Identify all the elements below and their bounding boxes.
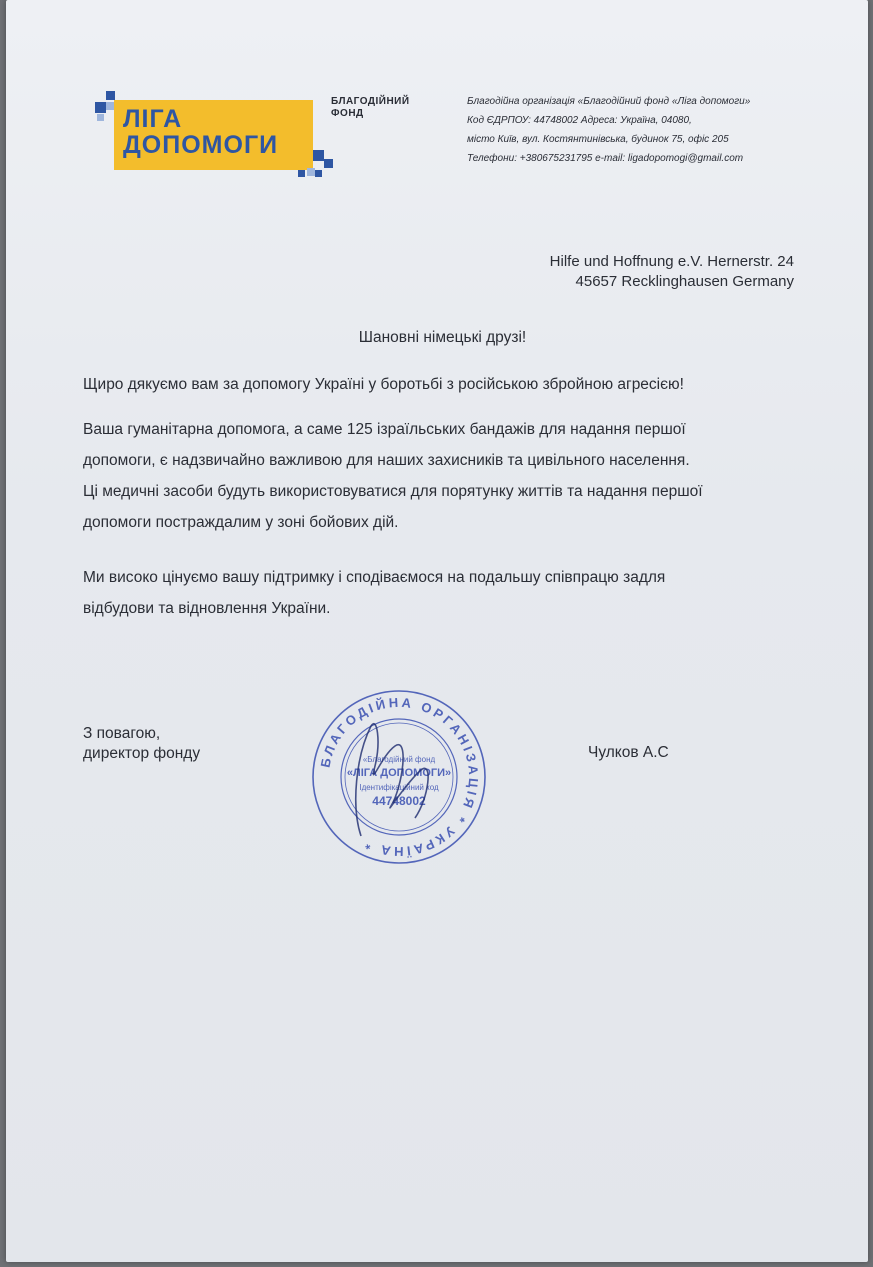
requisites-line: Телефони: +380675231795 e-mail: ligadopomogi@gmail.com (467, 153, 744, 164)
fund-label-line1: БЛАГОДІЙНИЙ (331, 96, 410, 107)
fund-logo (95, 88, 335, 182)
requisites-line: Код ЄДРПОУ: 44748002 Адреса: Україна, 04080, (467, 115, 692, 126)
letter-sheet (6, 0, 868, 1262)
logo-word-liga: ЛІГА (123, 105, 183, 133)
requisites-block (467, 92, 797, 168)
stamp-outer-text: БЛАГОДІЙНА ОРГАНІЗАЦІЯ * УКРАЇНА * (317, 694, 482, 860)
stamp-inner-line2: «ЛІГА ДОПОМОГИ» (346, 767, 452, 779)
paragraph-line: допомоги, є надзвичайно важливою для наших захисників та цивільного населення. (83, 452, 690, 469)
closing-block (83, 724, 200, 764)
fund-label (331, 96, 410, 120)
paragraph-line: Щиро дякуємо вам за допомогу Україні у боротьбі з російською збройною агресією! (83, 376, 684, 393)
greeting: Шановні німецькі друзі! (358, 329, 527, 346)
requisites-line: Благодійна організація «Благодійний фонд «Ліга допомоги» (467, 96, 751, 107)
recipient-address (550, 252, 794, 292)
signature (356, 724, 428, 836)
organization-stamp (311, 686, 487, 868)
recipient-line2: 45657 Recklinghausen Germany (575, 273, 794, 290)
paragraph-line: допомоги постраждалим у зоні бойових дій. (83, 514, 399, 531)
paragraph-aid (83, 414, 703, 538)
paragraph-thanks (83, 369, 684, 400)
stamp-inner-line1: «Благодійний фонд (362, 755, 436, 764)
requisites-line: місто Київ, вул. Костянтинівська, будинок 75, офіс 205 (467, 134, 729, 145)
signer-name: Чулков А.С (588, 744, 669, 761)
logo-word-dopomogy: ДОПОМОГИ (123, 131, 279, 159)
closing-line2: директор фонду (83, 745, 201, 762)
paragraph-line: Ці медичні засоби будуть використовуватися для порятунку життів та надання першої (83, 483, 703, 500)
stamp-inner-line3: Ідентифікаційний код (359, 783, 439, 792)
closing-line1: З повагою, (83, 725, 161, 742)
recipient-line1: Hilfe und Hoffnung e.V. Hernerstr. 24 (549, 253, 794, 270)
paragraph-line: Ми високо цінуємо вашу підтримку і сподіваємося на подальшу співпрацю задля (83, 569, 666, 586)
fund-label-line2: ФОНД (331, 108, 364, 119)
paragraph-line: Ваша гуманітарна допомога, а саме 125 ізраїльських бандажів для надання першої (83, 421, 686, 438)
stamp-inner-line4: 44748002 (372, 794, 426, 808)
paragraph-line: відбудови та відновлення України. (83, 600, 331, 617)
paragraph-cooperation (83, 562, 665, 624)
